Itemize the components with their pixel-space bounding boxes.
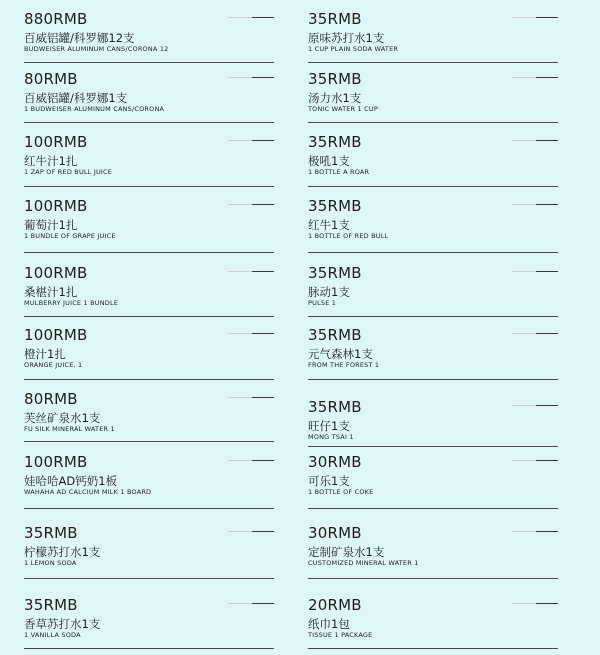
divider — [308, 578, 558, 579]
decorative-line — [228, 271, 274, 272]
item-price: 35RMB — [24, 596, 78, 614]
item-english-name: 1 BOTTLE OF RED BULL — [308, 232, 389, 240]
divider — [308, 62, 558, 63]
item-english-name: MONG TSAI 1 — [308, 433, 354, 441]
item-name: 百威铝罐/科罗娜12支 — [24, 31, 135, 45]
divider — [308, 648, 558, 649]
item-english-name: TONIC WATER 1 CUP — [308, 105, 378, 113]
decorative-line — [228, 531, 274, 532]
divider — [24, 648, 274, 649]
item-name: 纸巾1包 — [308, 617, 350, 631]
item-price: 100RMB — [24, 326, 88, 344]
divider — [308, 508, 558, 509]
item-name: 原味苏打水1支 — [308, 31, 385, 45]
item-name: 百威铝罐/科罗娜1支 — [24, 91, 128, 105]
divider — [24, 252, 274, 253]
decorative-line — [512, 603, 558, 604]
divider — [24, 578, 274, 579]
item-name: 桑椹汁1扎 — [24, 285, 78, 299]
item-english-name: FROM THE FOREST 1 — [308, 361, 380, 369]
decorative-line — [512, 140, 558, 141]
decorative-line — [228, 140, 274, 141]
decorative-line — [228, 204, 274, 205]
item-price: 80RMB — [24, 70, 78, 88]
item-price: 35RMB — [308, 70, 362, 88]
item-name: 可乐1支 — [308, 474, 350, 488]
item-english-name: CUSTOMIZED MINERAL WATER 1 — [308, 559, 419, 567]
divider — [24, 62, 274, 63]
item-price: 80RMB — [24, 390, 78, 408]
item-name: 极吼1支 — [308, 154, 350, 168]
item-english-name: 1 CUP PLAIN SODA WATER — [308, 45, 399, 53]
item-price: 35RMB — [308, 197, 362, 215]
item-name: 脉动1支 — [308, 285, 350, 299]
item-price: 35RMB — [308, 398, 362, 416]
item-price: 30RMB — [308, 524, 362, 542]
item-english-name: 1 LEMON SODA — [24, 559, 77, 567]
item-name: 旺仔1支 — [308, 419, 350, 433]
item-name: 红牛汁1扎 — [24, 154, 78, 168]
decorative-line — [512, 333, 558, 334]
item-name: 红牛1支 — [308, 218, 350, 232]
item-english-name: TISSUE 1 PACKAGE — [308, 631, 373, 639]
decorative-line — [512, 271, 558, 272]
item-name: 香草苏打水1支 — [24, 617, 101, 631]
divider — [24, 186, 274, 187]
divider — [24, 122, 274, 123]
item-english-name: PULSE 1 — [308, 299, 337, 307]
divider — [308, 446, 558, 447]
decorative-line — [228, 460, 274, 461]
item-english-name: 1 ZAP OF RED BULL JUICE — [24, 168, 113, 176]
item-name: 芙丝矿泉水1支 — [24, 411, 101, 425]
item-english-name: MULBERRY JUICE 1 BUNDLE — [24, 299, 119, 307]
item-price: 20RMB — [308, 596, 362, 614]
item-english-name: ORANGE JUICE, 1 — [24, 361, 83, 369]
divider — [308, 316, 558, 317]
item-price: 100RMB — [24, 453, 88, 471]
item-name: 柠檬苏打水1支 — [24, 545, 101, 559]
item-price: 100RMB — [24, 133, 88, 151]
item-name: 元气森林1支 — [308, 347, 373, 361]
item-price: 880RMB — [24, 10, 88, 28]
item-price: 35RMB — [308, 10, 362, 28]
decorative-line — [512, 77, 558, 78]
decorative-line — [228, 397, 274, 398]
divider — [308, 379, 558, 380]
divider — [24, 379, 274, 380]
item-english-name: 1 BUNDLE OF GRAPE JUICE — [24, 232, 116, 240]
item-english-name: WAHAHA AD CALCIUM MILK 1 BOARD — [24, 488, 152, 496]
item-name: 汤力水1支 — [308, 91, 362, 105]
decorative-line — [228, 333, 274, 334]
divider — [308, 252, 558, 253]
item-price: 35RMB — [308, 133, 362, 151]
item-english-name: 1 BOTTLE OF COKE — [308, 488, 374, 496]
item-name: 葡萄汁1扎 — [24, 218, 78, 232]
decorative-line — [512, 405, 558, 406]
decorative-line — [228, 77, 274, 78]
decorative-line — [512, 531, 558, 532]
decorative-line — [512, 17, 558, 18]
divider — [24, 508, 274, 509]
divider — [308, 186, 558, 187]
item-english-name: 1 BUDWEISER ALUMINUM CANS/CORONA — [24, 105, 165, 113]
item-price: 100RMB — [24, 264, 88, 282]
item-name: 娃哈哈AD钙奶1板 — [24, 474, 118, 488]
divider — [24, 316, 274, 317]
item-name: 橙汁1扎 — [24, 347, 66, 361]
item-price: 35RMB — [308, 264, 362, 282]
item-price: 35RMB — [308, 326, 362, 344]
item-price: 30RMB — [308, 453, 362, 471]
decorative-line — [512, 204, 558, 205]
item-price: 35RMB — [24, 524, 78, 542]
item-english-name: 1 VANILLA SODA — [24, 631, 81, 639]
divider — [24, 441, 274, 442]
decorative-line — [228, 17, 274, 18]
item-name: 定制矿泉水1支 — [308, 545, 385, 559]
item-english-name: BUDWEISER ALUMINUM CANS/CORONA 12 — [24, 45, 169, 53]
item-english-name: 1 BOTTLE A ROAR — [308, 168, 370, 176]
item-english-name: FU SILK MINERAL WATER 1 — [24, 425, 115, 433]
item-price: 100RMB — [24, 197, 88, 215]
decorative-line — [228, 603, 274, 604]
divider — [308, 122, 558, 123]
decorative-line — [512, 460, 558, 461]
